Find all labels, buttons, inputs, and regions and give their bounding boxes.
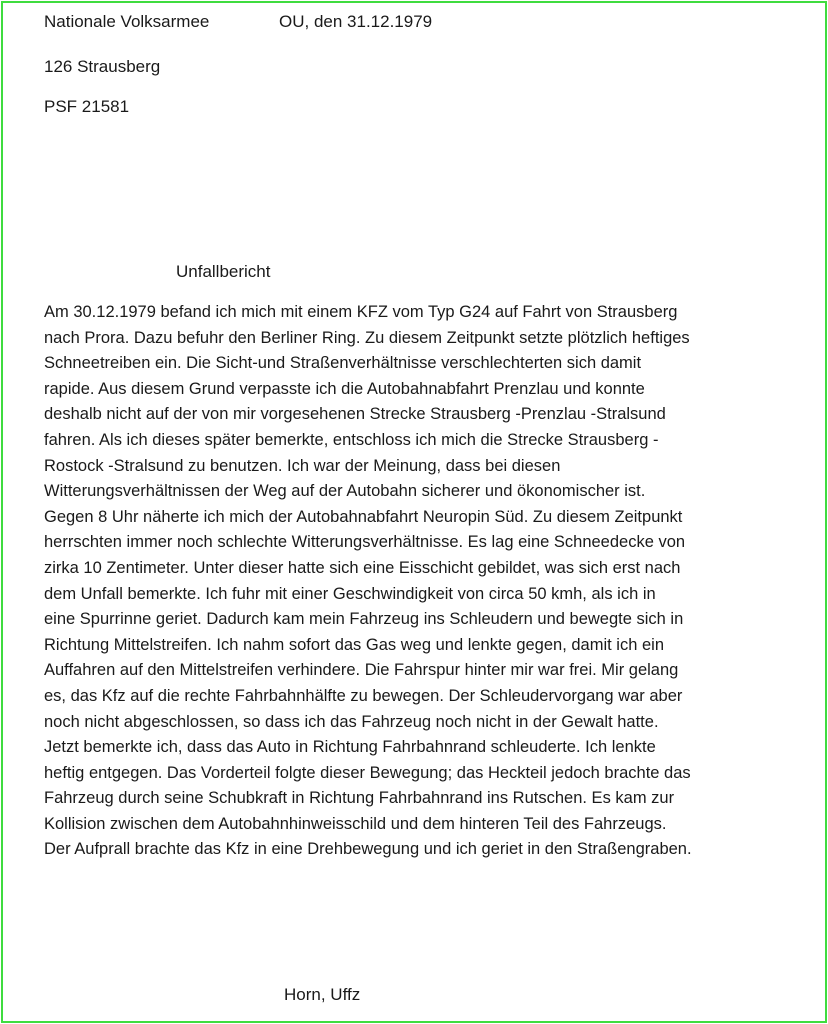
body-line: Gegen 8 Uhr näherte ich mich der Autobahnabfahrt Neuropin Süd. Zu diesem Zeitpunkt xyxy=(44,507,683,526)
body-line: Der Aufprall brachte das Kfz in eine Drehbewegung und ich geriet in den Straßengraben. xyxy=(44,840,692,859)
sender-name: Nationale Volksarmee xyxy=(44,12,210,31)
body-line: Richtung Mittelstreifen. Ich nahm sofort das Gas weg und lenkte gegen, damit ich ein xyxy=(44,635,664,654)
place-date: OU, den 31.12.1979 xyxy=(279,12,433,31)
body-line: eine Spurrinne geriet. Dadurch kam mein Fahrzeug ins Schleudern und bewegte sich in xyxy=(44,610,684,629)
body-line: dem Unfall bemerkte. Ich fuhr mit einer Geschwindigkeit von circa 50 kmh, als ich in xyxy=(44,584,656,603)
body-line: Auffahren auf den Mittelstreifen verhindere. Die Fahrspur hinter mir war frei. Mir gelang xyxy=(44,661,679,680)
body-line: noch nicht abgeschlossen, so dass ich das Fahrzeug noch nicht in der Gewalt hatte. xyxy=(44,712,659,731)
body-line: herrschten immer noch schlechte Witterungsverhältnisse. Es lag eine Schneedecke von xyxy=(44,533,686,552)
body-line: deshalb nicht auf der von mir vorgesehenen Strecke Strausberg -Prenzlau -Stralsund xyxy=(44,405,666,424)
body-line: Jetzt bemerkte ich, dass das Auto in Richtung Fahrbahnrand schleuderte. Ich lenkte xyxy=(44,738,656,757)
body-line: Kollision zwischen dem Autobahnhinweisschild und dem hinteren Teil des Fahrzeugs. xyxy=(44,814,667,833)
body-line: Witterungsverhältnissen der Weg auf der Autobahn sicherer und ökonomischer ist. xyxy=(44,482,646,501)
body-line: Fahrzeug durch seine Schubkraft in Richtung Fahrbahnrand ins Rutschen. Es kam zur xyxy=(44,789,675,808)
report-body xyxy=(44,300,828,863)
body-line: fahren. Als ich dieses später bemerkte, entschloss ich mich die Strecke Strausberg - xyxy=(44,430,659,449)
body-line: nach Prora. Dazu befuhr den Berliner Ring. Zu diesem Zeitpunkt setzte plötzlich heftiges xyxy=(44,328,690,347)
document-title: Unfallbericht xyxy=(176,262,271,281)
body-line: zirka 10 Zentimeter. Unter dieser hatte sich eine Eisschicht gebildet, was sich erst nach xyxy=(44,558,681,577)
signature: Horn, Uffz xyxy=(284,985,361,1004)
body-line: Schneetreiben ein. Die Sicht-und Straßenverhältnisse verschlechterten sich damit xyxy=(44,354,642,373)
postfach-number: PSF 21581 xyxy=(44,97,130,116)
sender-city: 126 Strausberg xyxy=(44,57,161,76)
body-line: Am 30.12.1979 befand ich mich mit einem KFZ vom Typ G24 auf Fahrt von Strausberg xyxy=(44,303,678,321)
body-line: es, das Kfz auf die rechte Fahrbahnhälfte zu bewegen. Der Schleudervorgang war aber xyxy=(44,686,683,705)
body-line: rapide. Aus diesem Grund verpasste ich die Autobahnabfahrt Prenzlau und konnte xyxy=(44,379,645,398)
body-line: heftig entgegen. Das Vorderteil folgte dieser Bewegung; das Heckteil jedoch brachte das xyxy=(44,763,691,782)
body-line: Rostock -Stralsund zu benutzen. Ich war der Meinung, dass bei diesen xyxy=(44,456,561,475)
